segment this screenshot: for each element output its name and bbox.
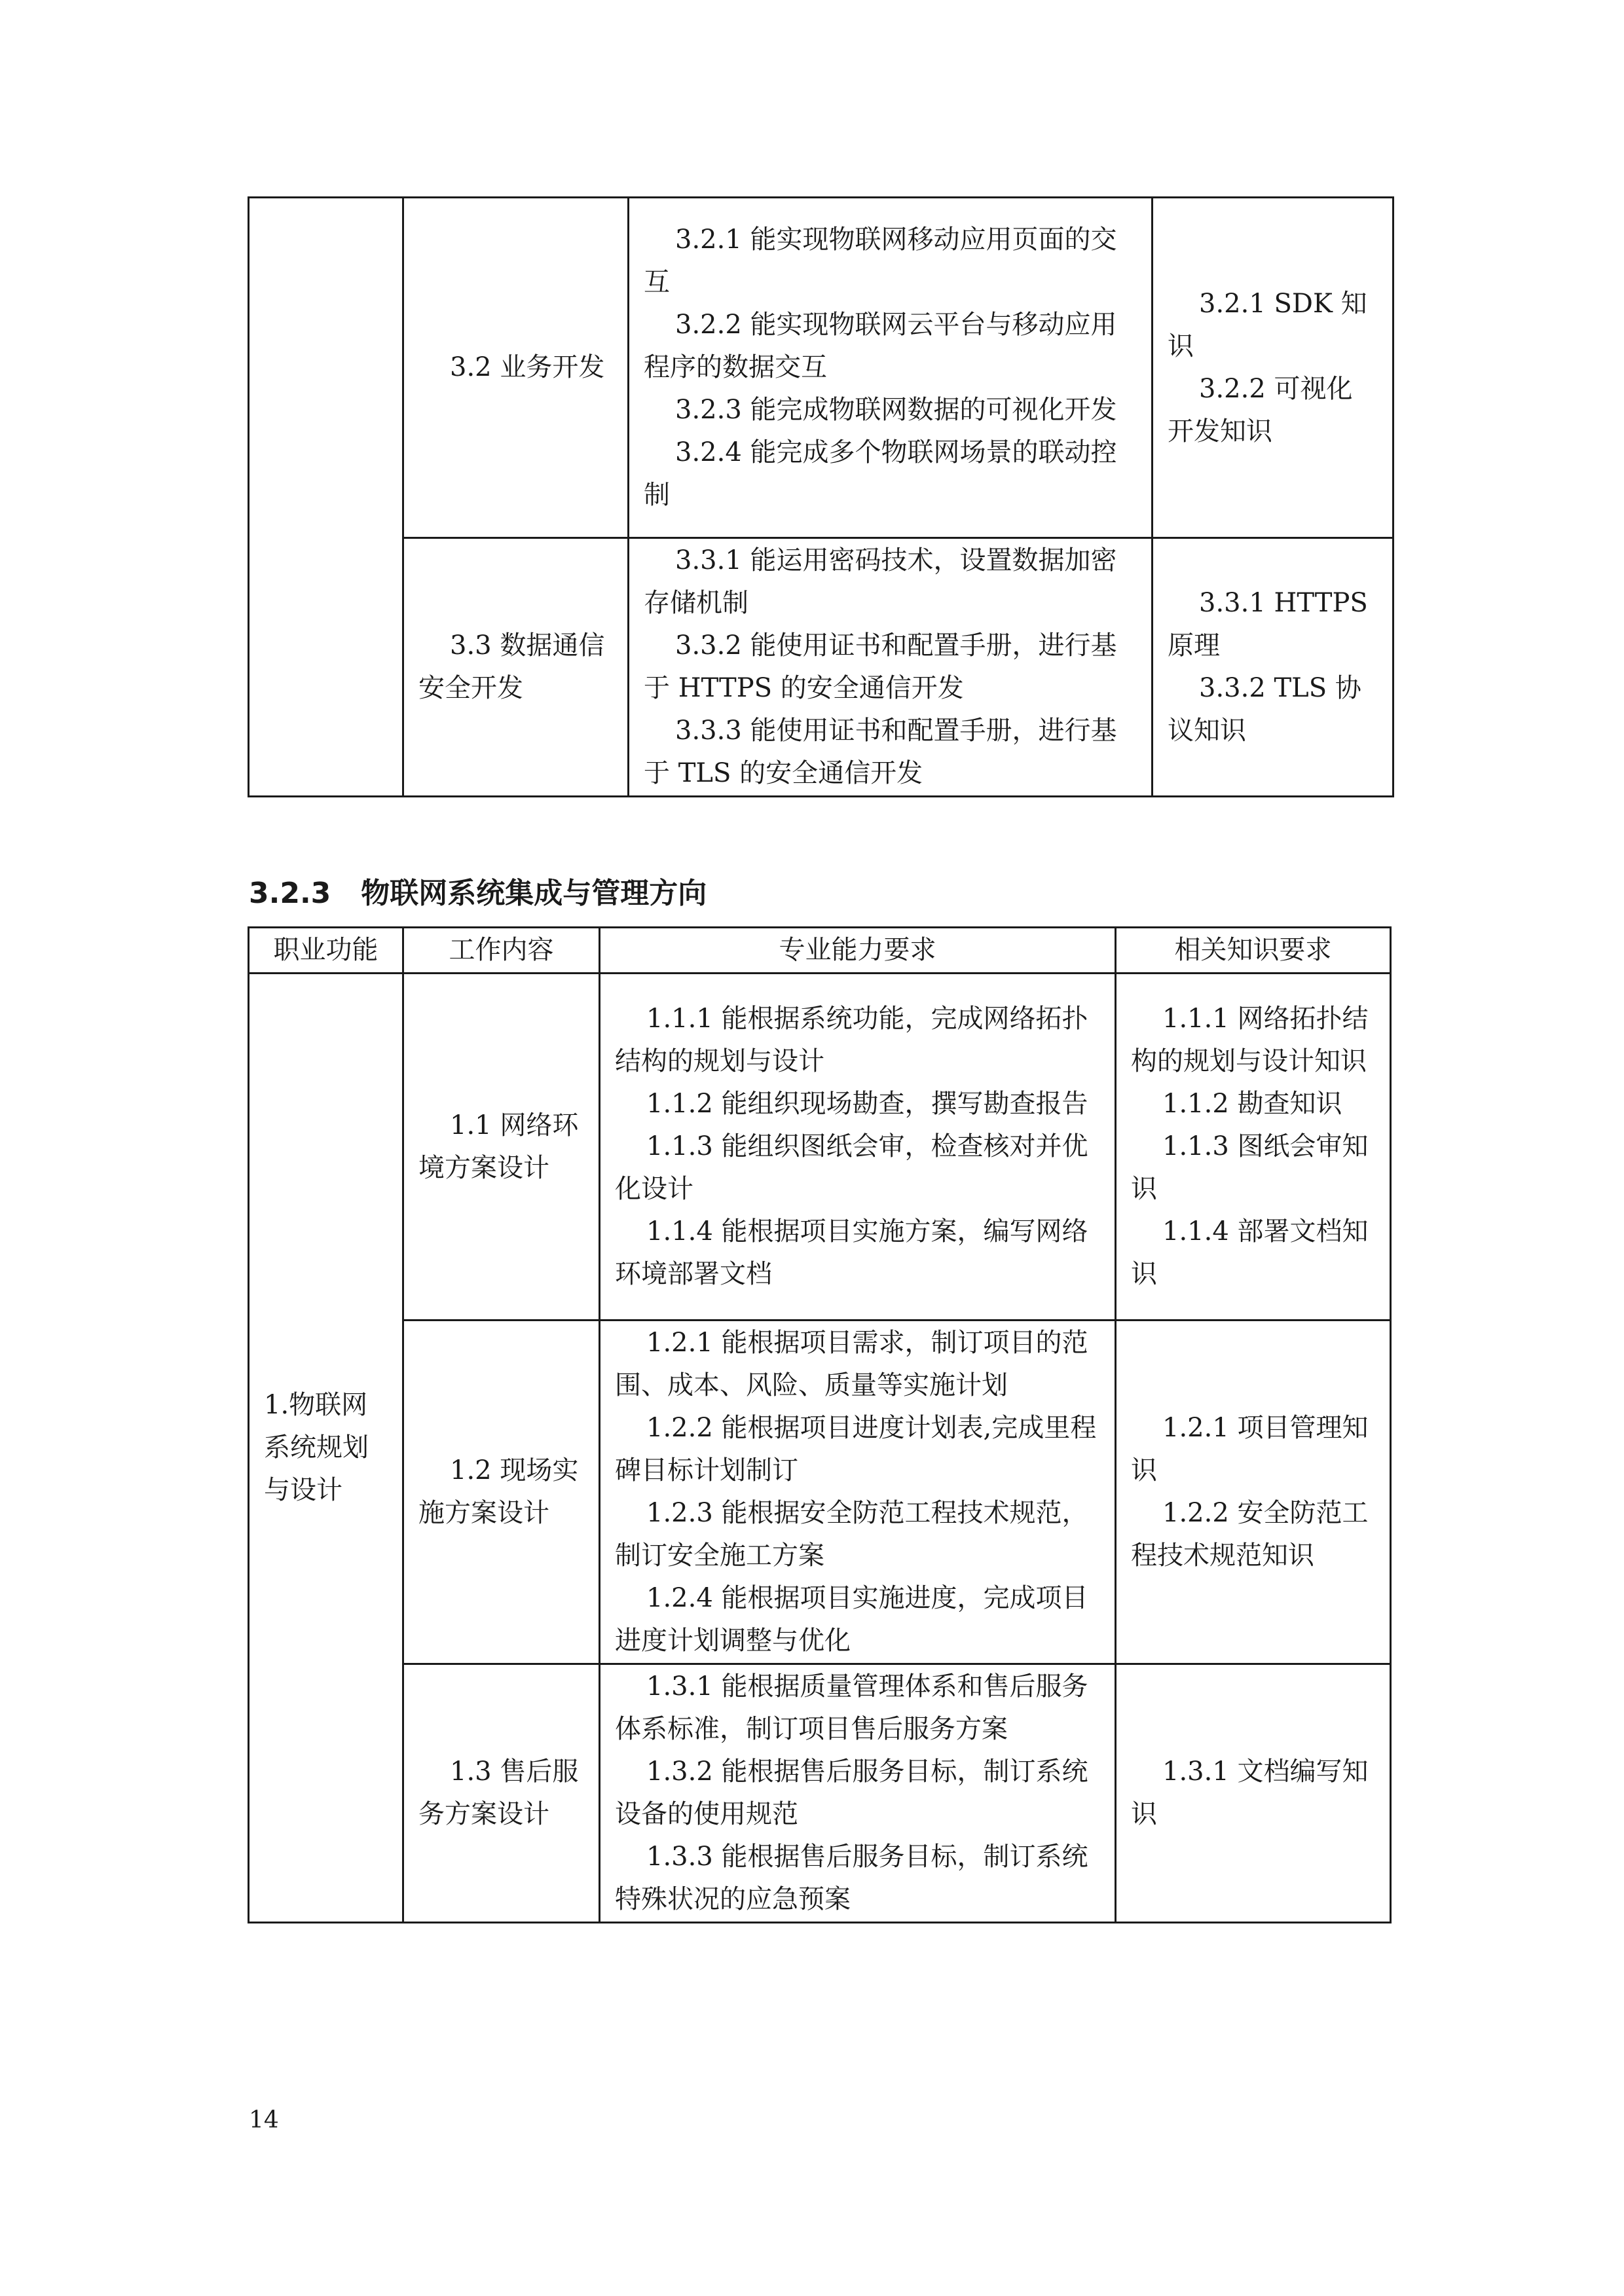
- knowledge-cell: [1116, 1664, 1391, 1923]
- skill-item: 1.1.2 能组织现场勘查，撰写勘查报告: [646, 1089, 1088, 1119]
- section-heading: 3.2.3 物联网系统集成与管理方向: [249, 877, 707, 910]
- skill-item: 1.2.2 能根据项目进度计划表,完成里程碑目标计划制订: [615, 1413, 1097, 1485]
- knowledge-item: 1.1.2 勘查知识: [1162, 1089, 1342, 1119]
- work-content-cell: 1.2 现场实施方案设计: [403, 1321, 600, 1664]
- header-skills: 专业能力要求: [600, 928, 1116, 974]
- skill-item: 1.3.1 能根据质量管理体系和售后服务体系标准，制订项目售后服务方案: [615, 1671, 1088, 1744]
- competency-table-continued: [248, 196, 1394, 797]
- skill-item: 3.2.1 能实现物联网移动应用页面的交互: [644, 225, 1117, 297]
- skills-cell: [629, 198, 1153, 538]
- table-row: [249, 538, 1393, 797]
- skill-item: 1.3.3 能根据售后服务目标，制订系统特殊状况的应急预案: [615, 1842, 1088, 1914]
- skill-item: 1.2.1 能根据项目需求，制订项目的范围、成本、风险、质量等实施计划: [615, 1328, 1088, 1400]
- work-content-cell: 1.3 售后服务方案设计: [403, 1664, 600, 1923]
- skill-item: 1.1.3 能组织图纸会审，检查核对并优化设计: [615, 1131, 1088, 1204]
- table-row: [249, 974, 1391, 1321]
- knowledge-item: 3.2.2 可视化开发知识: [1168, 373, 1353, 446]
- function-cell-empty: [249, 198, 403, 797]
- skills-cell: [600, 1321, 1116, 1664]
- page-number: 14: [249, 2107, 279, 2134]
- table-row: [249, 1664, 1391, 1923]
- knowledge-item: 1.2.2 安全防范工程技术规范知识: [1131, 1498, 1369, 1571]
- skill-item: 1.1.4 能根据项目实施方案，编写网络环境部署文档: [615, 1216, 1088, 1289]
- skill-item: 3.3.3 能使用证书和配置手册，进行基于 TLS 的安全通信开发: [644, 716, 1117, 788]
- knowledge-item: 3.3.1 HTTPS 原理: [1168, 588, 1368, 661]
- work-content-cell: 3.3 数据通信安全开发: [403, 538, 629, 797]
- skill-item: 1.1.1 能根据系统功能，完成网络拓扑结构的规划与设计: [615, 1004, 1088, 1076]
- knowledge-cell: [1116, 974, 1391, 1321]
- skills-cell: [629, 538, 1153, 797]
- skill-item: 3.2.4 能完成多个物联网场景的联动控制: [644, 437, 1117, 510]
- competency-table: [248, 926, 1392, 1923]
- skill-item: 1.3.2 能根据售后服务目标，制订系统设备的使用规范: [615, 1757, 1088, 1829]
- knowledge-item: 1.2.1 项目管理知识: [1131, 1413, 1369, 1485]
- function-cell: 1.物联网系统规划与设计: [249, 974, 403, 1923]
- skill-item: 1.2.3 能根据安全防范工程技术规范，制订安全施工方案: [615, 1498, 1088, 1571]
- work-content-cell: 3.2 业务开发: [403, 198, 629, 538]
- work-content-cell: 1.1 网络环境方案设计: [403, 974, 600, 1321]
- header-work-content: 工作内容: [403, 928, 600, 974]
- knowledge-item: 1.1.3 图纸会审知识: [1131, 1131, 1369, 1204]
- skills-cell: [600, 1664, 1116, 1923]
- skill-item: 3.2.2 能实现物联网云平台与移动应用程序的数据交互: [644, 310, 1117, 382]
- table-row: [249, 1321, 1391, 1664]
- knowledge-cell: [1116, 1321, 1391, 1664]
- skill-item: 3.2.3 能完成物联网数据的可视化开发: [675, 395, 1117, 425]
- knowledge-item: 1.1.1 网络拓扑结构的规划与设计知识: [1131, 1004, 1369, 1076]
- knowledge-item: 1.3.1 文档编写知识: [1131, 1757, 1369, 1829]
- skill-item: 3.3.2 能使用证书和配置手册，进行基于 HTTPS 的安全通信开发: [644, 630, 1117, 703]
- table-row: [249, 198, 1393, 538]
- header-row: [249, 928, 1391, 974]
- knowledge-item: 3.2.1 SDK 知识: [1168, 288, 1367, 361]
- knowledge-cell: [1153, 198, 1393, 538]
- skills-cell: [600, 974, 1116, 1321]
- knowledge-item: 3.3.2 TLS 协议知识: [1168, 673, 1361, 746]
- knowledge-item: 1.1.4 部署文档知识: [1131, 1216, 1369, 1289]
- skill-item: 3.3.1 能运用密码技术，设置数据加密存储机制: [644, 545, 1117, 618]
- header-knowledge: 相关知识要求: [1116, 928, 1391, 974]
- skill-item: 1.2.4 能根据项目实施进度，完成项目进度计划调整与优化: [615, 1583, 1088, 1656]
- knowledge-cell: [1153, 538, 1393, 797]
- header-function: 职业功能: [249, 928, 403, 974]
